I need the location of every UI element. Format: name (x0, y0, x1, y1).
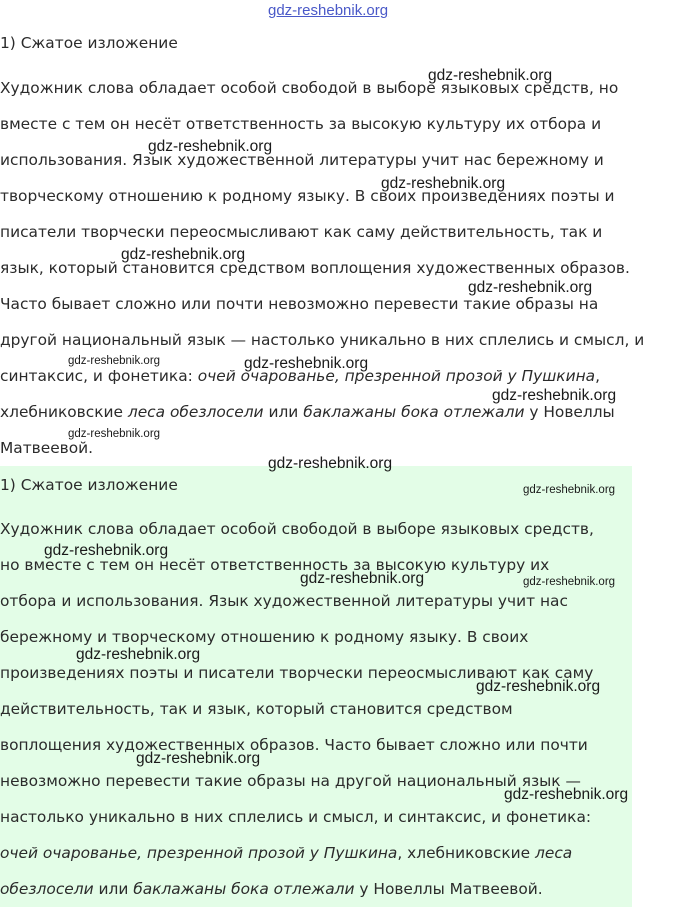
watermark: gdz-reshebnik.org (44, 542, 169, 559)
text-line: творческому отношению к родному языку. В своих произведениях поэты и (0, 187, 615, 205)
watermark: gdz-reshebnik.org (76, 646, 201, 663)
text-line: невозможно перевести такие образы на другой национальный язык — (0, 772, 581, 790)
quote-italic: баклажаны бока отлежали (303, 403, 525, 421)
watermark: gdz-reshebnik.org (492, 387, 617, 404)
text-run: , (595, 367, 600, 385)
text-run: или (263, 403, 304, 421)
text-line: вместе с тем он несёт ответственность за высокую культуру их отбора и (0, 115, 602, 133)
text-line: настолько уникально в них сплелись и смысл, и синтаксис, и фонетика: (0, 808, 592, 826)
watermark: gdz-reshebnik.org (428, 67, 553, 84)
text-line: произведениях поэты и писатели творчески переосмысливают как саму (0, 664, 594, 682)
watermark: gdz-reshebnik.org (68, 428, 161, 440)
quote-italic: очей очарованье, презренной прозой у Пушкина (197, 367, 596, 385)
watermark: gdz-reshebnik.org (504, 786, 629, 803)
text-run: у Новеллы (524, 403, 615, 421)
watermark: gdz-reshebnik.org (300, 570, 425, 587)
text-run: у Новеллы Матвеевой. (354, 880, 543, 898)
text-run: или (93, 880, 134, 898)
watermark: gdz-reshebnik.org (523, 576, 616, 588)
watermark: gdz-reshebnik.org (476, 678, 601, 695)
watermark: gdz-reshebnik.org (244, 355, 369, 372)
text-line: Часто бывает сложно или почти невозможно перевести такие образы на (0, 295, 599, 313)
section-heading: 1) Сжатое изложение (0, 476, 178, 494)
watermark: gdz-reshebnik.org (468, 279, 593, 296)
text-line (0, 877, 543, 901)
quote-italic: очей очарованье, презренной прозой у Пушкина (0, 844, 398, 862)
text-line: язык, который становится средством воплощения художественных образов. (0, 259, 630, 277)
text-line: отбора и использования. Язык художественной литературы учит нас (0, 592, 568, 610)
section-heading: 1) Сжатое изложение (0, 34, 178, 52)
text-line: Матвеевой. (0, 439, 94, 457)
watermark: gdz-reshebnik.org (268, 455, 393, 472)
watermark: gdz-reshebnik.org (381, 175, 506, 192)
watermark: gdz-reshebnik.org (523, 484, 616, 496)
text-line: Художник слова обладает особой свободой в выборе языковых средств, но (0, 79, 619, 97)
text-run: , хлебниковские (397, 844, 536, 862)
text-line (0, 841, 572, 865)
text-line: другой национальный язык — настолько уникально в них сплелись и смысл, и (0, 331, 645, 349)
quote-italic: обезлосели (0, 880, 94, 898)
text-line: писатели творчески переосмысливают как саму действительность, так и (0, 223, 603, 241)
text-run: хлебниковские (0, 403, 128, 421)
text-run: синтаксис, и фонетика: (0, 367, 198, 385)
watermark: gdz-reshebnik.org (148, 138, 273, 155)
quote-italic: баклажаны бока отлежали (133, 880, 355, 898)
site-link[interactable]: gdz-reshebnik.org (268, 2, 389, 19)
text-line: действительность, так и язык, который становится средством (0, 700, 513, 718)
quote-italic: леса (535, 844, 573, 862)
text-line: использования. Язык художественной литературы учит нас бережному и (0, 151, 604, 169)
watermark: gdz-reshebnik.org (136, 750, 261, 767)
watermark: gdz-reshebnik.org (121, 246, 246, 263)
watermark: gdz-reshebnik.org (68, 355, 161, 367)
text-line: но вместе с тем он несёт ответственность за высокую культуру их (0, 556, 550, 574)
quote-italic: леса обезлосели (127, 403, 264, 421)
text-line: воплощения художественных образов. Часто бывает сложно или почти (0, 736, 588, 754)
text-line: бережному и творческому отношению к родному языку. В своих (0, 628, 529, 646)
text-line: Художник слова обладает особой свободой в выборе языковых средств, (0, 520, 594, 538)
